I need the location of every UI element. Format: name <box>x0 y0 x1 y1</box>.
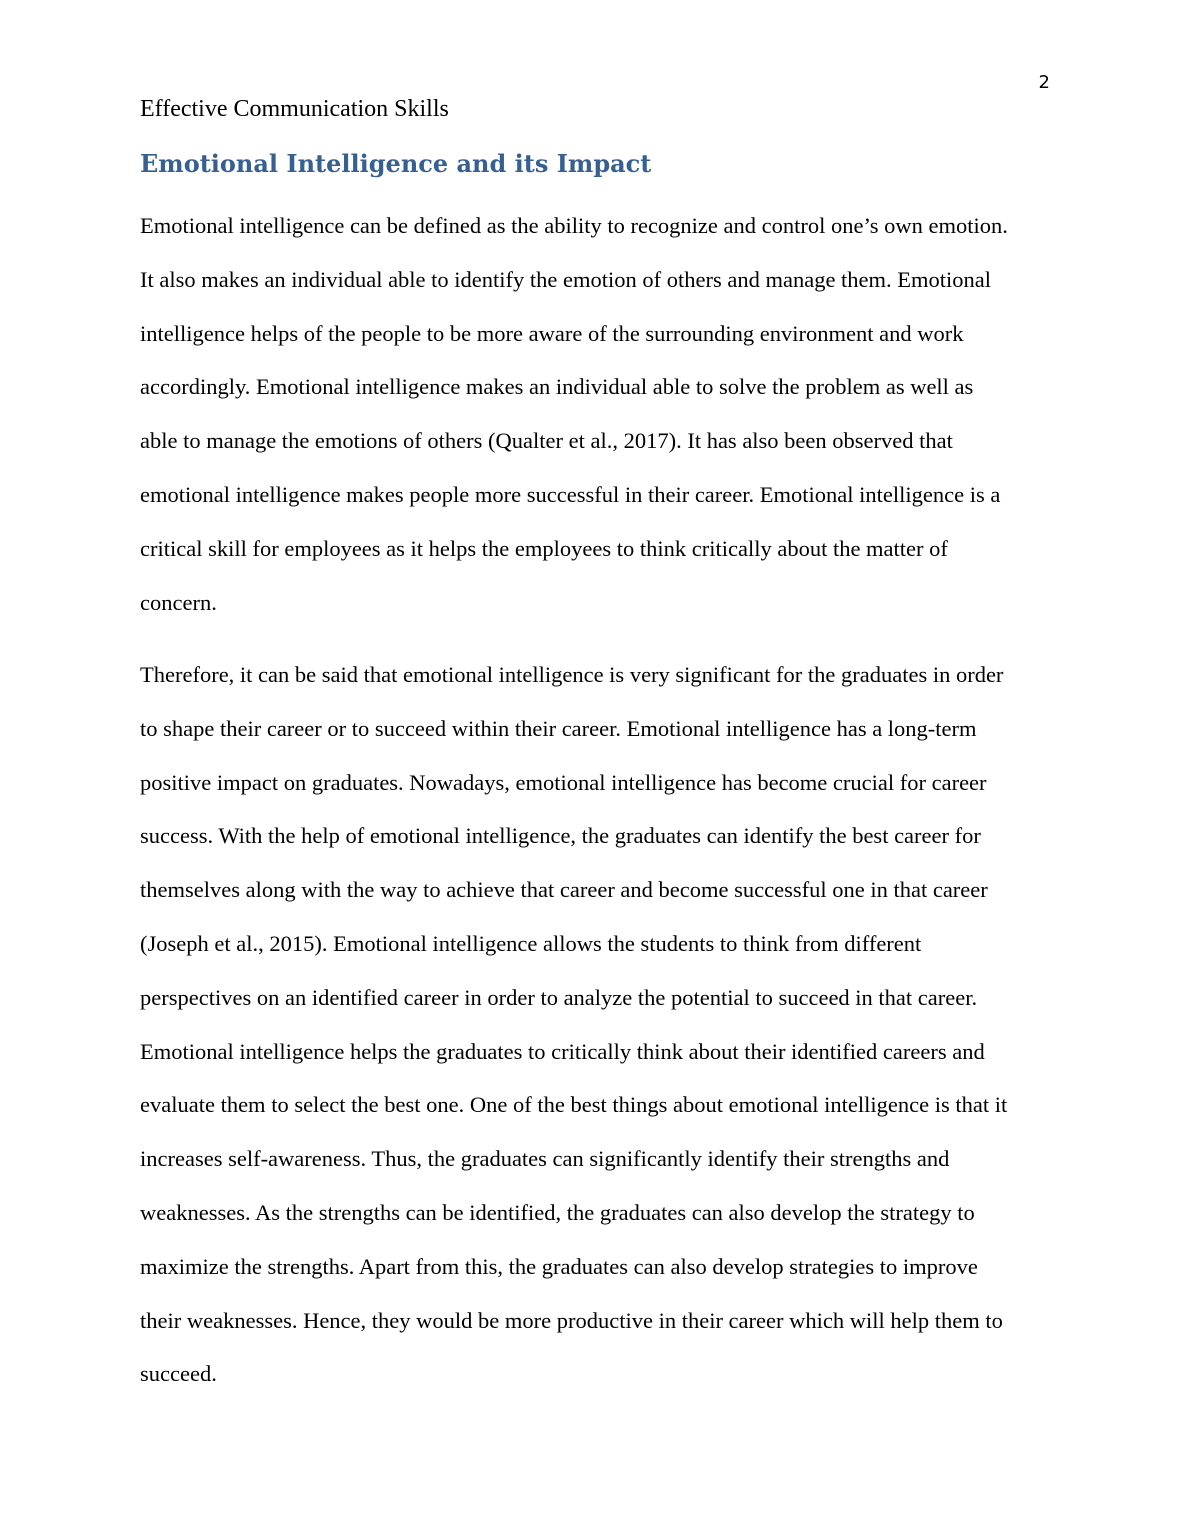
paragraph-line: evaluate them to select the best one. One of the best things about emotional intelligence is that it <box>140 1092 1008 1118</box>
paragraph-line: themselves along with the way to achieve that career and become successful one in that career <box>140 877 988 903</box>
paragraph-line: emotional intelligence makes people more successful in their career. Emotional intelligence is a <box>140 481 1001 507</box>
paragraph-line: weaknesses. As the strengths can be identified, the graduates can also develop the strategy to <box>140 1199 975 1225</box>
section-heading: Emotional Intelligence and its Impact <box>140 149 652 178</box>
paragraph-line: critical skill for employees as it helps the employees to think critically about the matter of <box>140 535 948 561</box>
paragraph-line: able to manage the emotions of others (Qualter et al., 2017). It has also been observed that <box>140 428 953 454</box>
page-number: 2 <box>1038 72 1050 93</box>
paragraph-line: perspectives on an identified career in order to analyze the potential to succeed in that career. <box>140 984 978 1010</box>
paragraph-line: success. With the help of emotional intelligence, the graduates can identify the best career for <box>140 823 981 849</box>
paragraph-line: Therefore, it can be said that emotional intelligence is very significant for the graduates in order <box>140 662 1004 687</box>
running-head: Effective Communication Skills <box>140 96 449 122</box>
paragraph-line: It also makes an individual able to identify the emotion of others and manage them. Emotional <box>140 266 992 292</box>
body-paragraph-2 <box>140 661 1007 1414</box>
paragraph-line: increases self-awareness. Thus, the graduates can significantly identify their strengths and <box>140 1146 950 1172</box>
paragraph-line: concern. <box>140 589 217 615</box>
paragraph-line: positive impact on graduates. Nowadays, emotional intelligence has become crucial for career <box>140 769 987 795</box>
paragraph-line: maximize the strengths. Apart from this, the graduates can also develop strategies to improve <box>140 1253 978 1279</box>
paragraph-line: (Joseph et al., 2015). Emotional intelligence allows the students to think from different <box>140 930 922 956</box>
paragraph-line: to shape their career or to succeed within their career. Emotional intelligence has a long-term <box>140 715 977 741</box>
paragraph-line: succeed. <box>140 1361 217 1387</box>
paragraph-line: their weaknesses. Hence, they would be more productive in their career which will help them to <box>140 1307 1003 1333</box>
paragraph-line: accordingly. Emotional intelligence makes an individual able to solve the problem as well as <box>140 374 974 400</box>
body-paragraph-1 <box>140 212 1008 642</box>
paragraph-line: Emotional intelligence helps the graduates to critically think about their identified careers and <box>140 1038 985 1064</box>
paragraph-line: Emotional intelligence can be defined as the ability to recognize and control one’s own emotion. <box>140 213 1008 238</box>
paragraph-line: intelligence helps of the people to be more aware of the surrounding environment and work <box>140 320 964 346</box>
